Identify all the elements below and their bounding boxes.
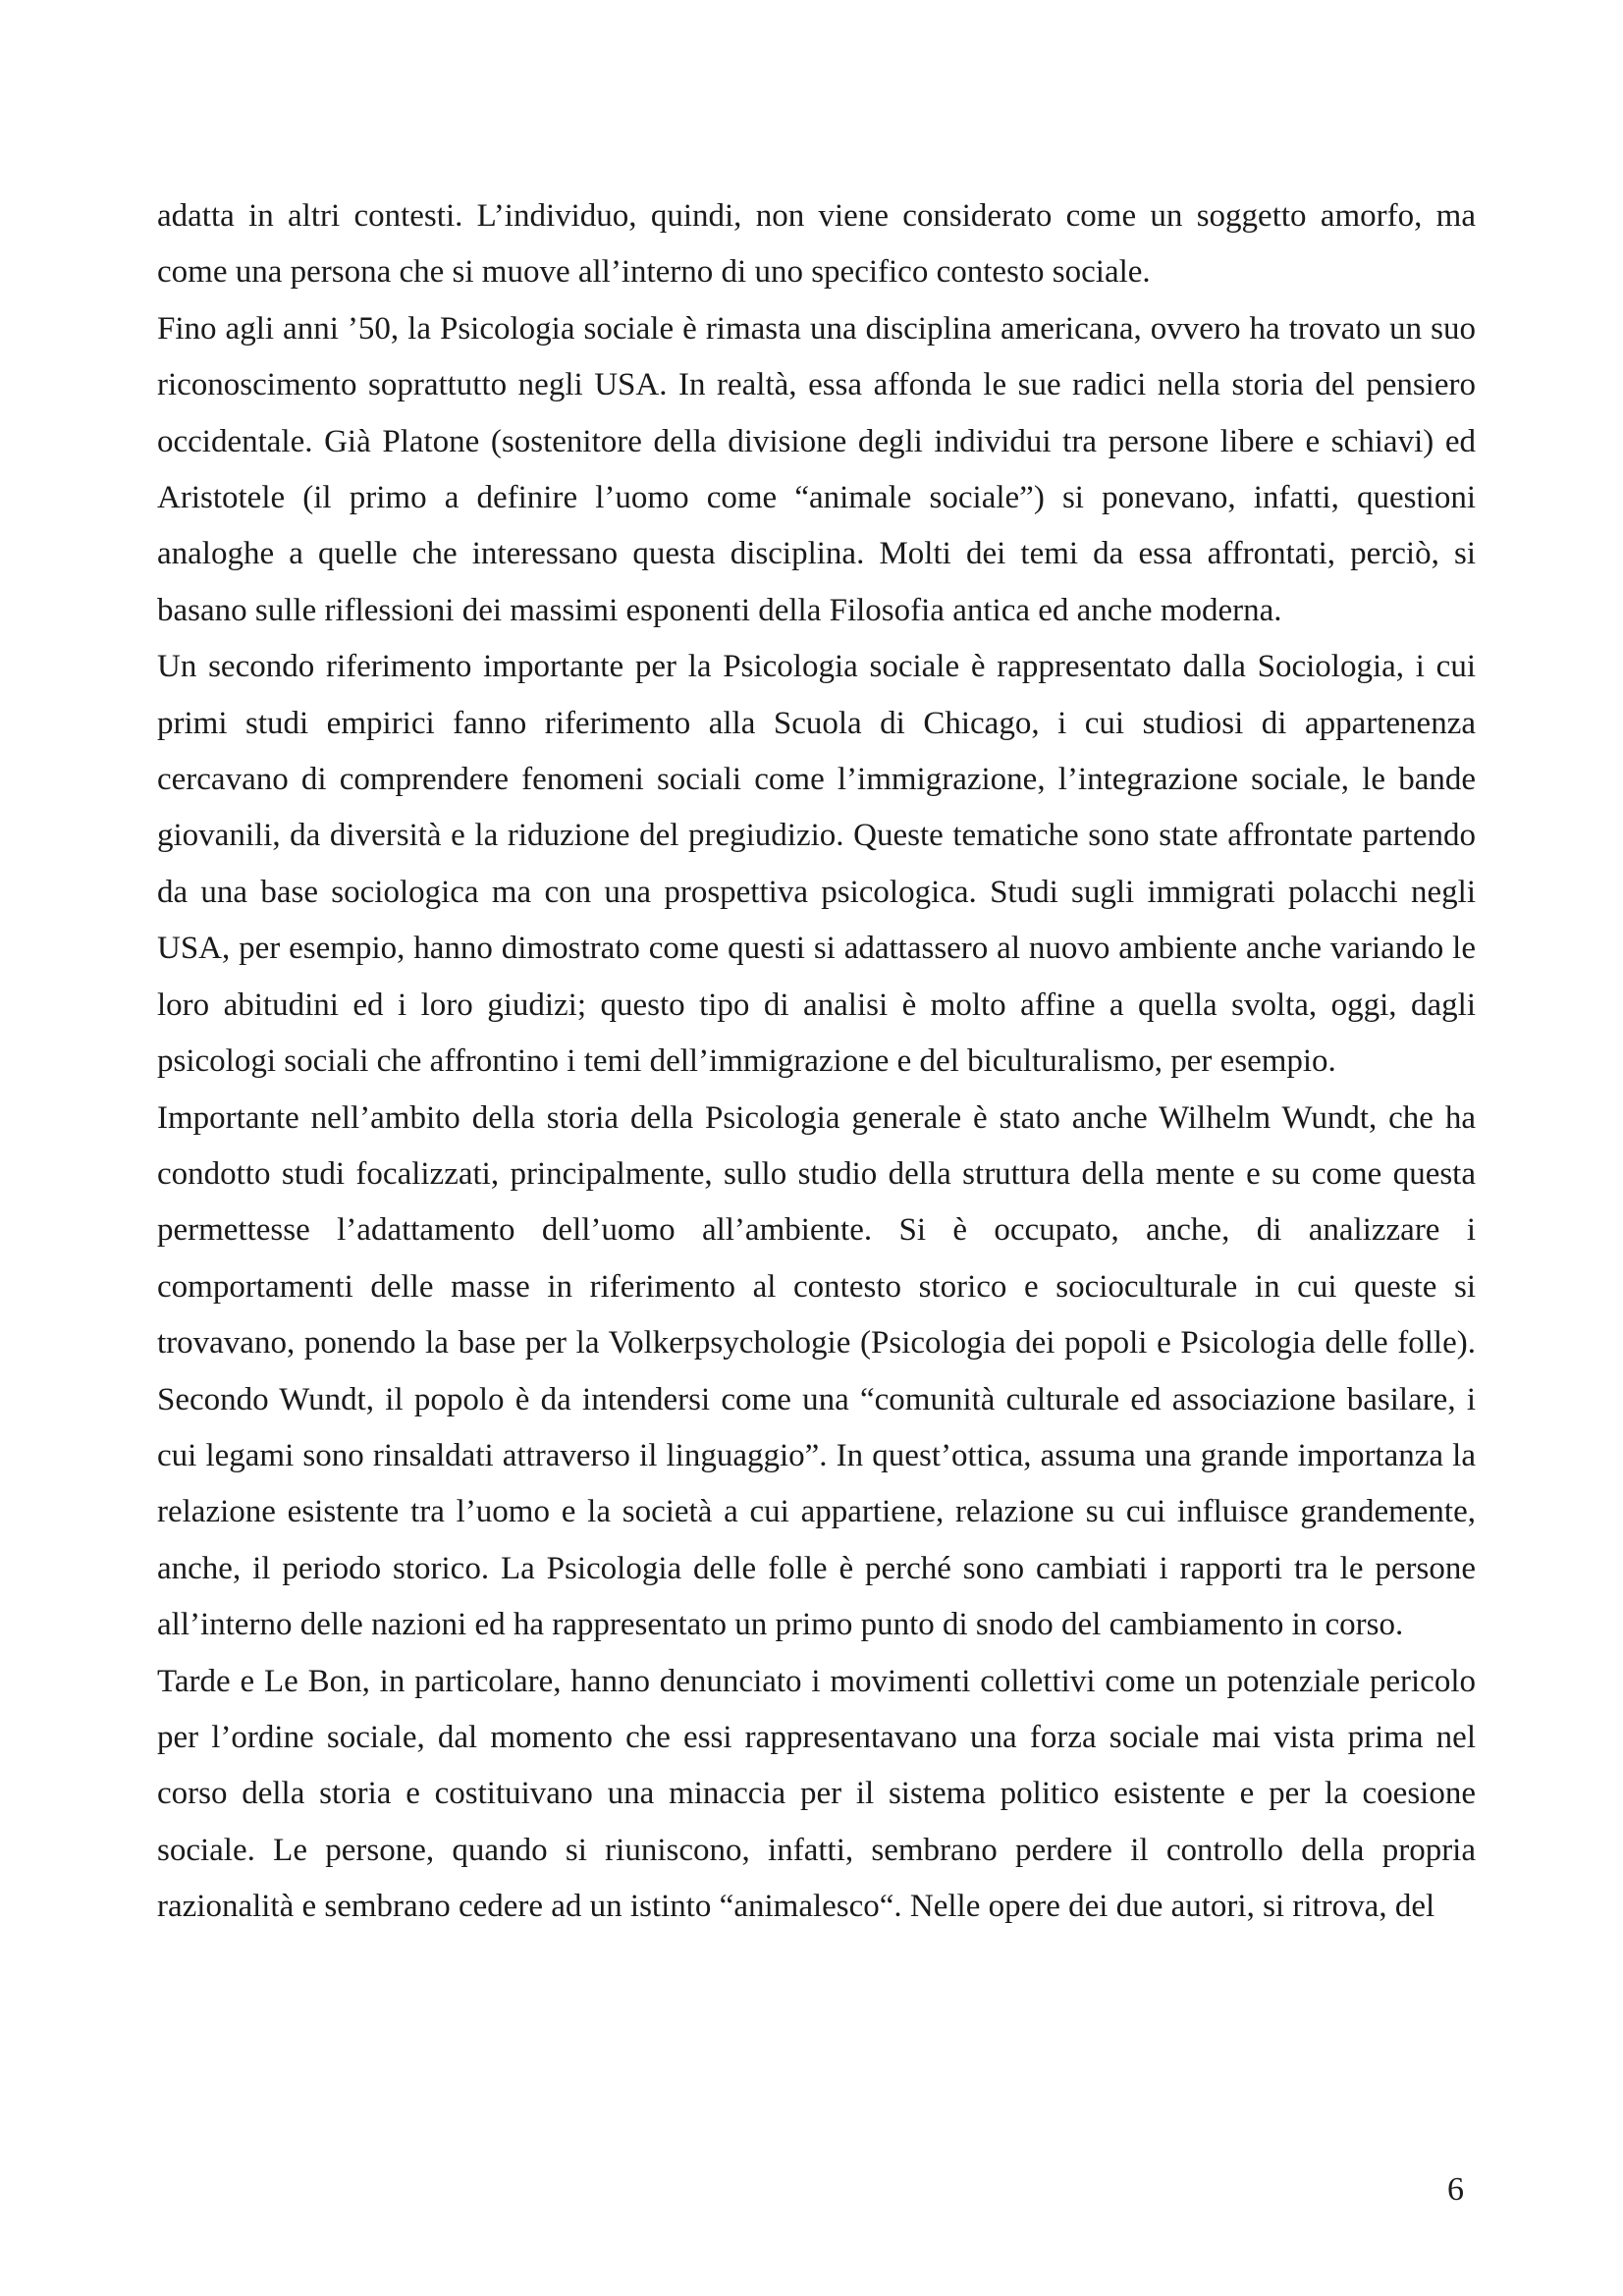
paragraph-1: adatta in altri contesti. L’individuo, quindi, non viene considerato come un soggetto amorfo, ma come una persona che si muove all’interno di uno specifico contesto sociale.: [157, 198, 1476, 291]
body-text: [157, 188, 1476, 1936]
paragraph-5: Tarde e Le Bon, in particolare, hanno denunciato i movimenti collettivi come un potenziale pericolo per l’ordine sociale, dal momento che essi rappresentavano una forza sociale mai vista prima nel corso della storia e costituivano una minaccia per il sistema politico esistente e per la coesione sociale. Le persone, quando si riuniscono, infatti, sembrano perdere il controllo della propria razionalità e sembrano cedere ad un istinto “animalesco“. Nelle opere dei due autori, si ritrova, del: [157, 1663, 1476, 1925]
paragraph-3: Un secondo riferimento importante per la Psicologia sociale è rappresentato dalla Sociologia, i cui primi studi empirici fanno riferimento alla Scuola di Chicago, i cui studiosi di appartenenza cercavano di comprendere fenomeni sociali come l’immigrazione, l’integrazione sociale, le bande giovanili, da diversità e la riduzione del pregiudizio. Queste tematiche sono state affrontate partendo da una base sociologica ma con una prospettiva psicologica. Studi sugli immigrati polacchi negli USA, per esempio, hanno dimostrato come questi si adattassero al nuovo ambiente anche variando le loro abitudini ed i loro giudizi; questo tipo di analisi è molto affine a quella svolta, oggi, dagli psicologi sociali che affrontino i temi dell’immigrazione e del biculturalismo, per esempio.: [157, 649, 1476, 1080]
paragraph-2: Fino agli anni ’50, la Psicologia sociale è rimasta una disciplina americana, ovvero ha trovato un suo riconoscimento soprattutto negli USA. In realtà, essa affonda le sue radici nella storia del pensiero occidentale. Già Platone (sostenitore della divisione degli individui tra persone libere e schiavi) ed Aristotele (il primo a definire l’uomo come “animale sociale”) si ponevano, infatti, questioni analoghe a quelle che interessano questa disciplina. Molti dei temi da essa affrontati, perciò, si basano sulle riflessioni dei massimi esponenti della Filosofia antica ed anche moderna.: [157, 310, 1476, 628]
paragraph-4: Importante nell’ambito della storia della Psicologia generale è stato anche Wilhelm Wundt, che ha condotto studi focalizzati, principalmente, sullo studio della struttura della mente e su come questa permettesse l’adattamento dell’uomo all’ambiente. Si è occupato, anche, di analizzare i comportamenti delle masse in riferimento al contesto storico e socioculturale in cui queste si trovavano, ponendo la base per la Volkerpsychologie (Psicologia dei popoli e Psicologia delle folle). Secondo Wundt, il popolo è da intendersi come una “comunità culturale ed associazione basilare, i cui legami sono rinsaldati attraverso il linguaggio”. In quest’ottica, assuma una grande importanza la relazione esistente tra l’uomo e la società a cui appartiene, relazione su cui influisce grandemente, anche, il periodo storico. La Psicologia delle folle è perché sono cambiati i rapporti tra le persone all’interno delle nazioni ed ha rappresentato un primo punto di snodo del cambiamento in corso.: [157, 1099, 1476, 1643]
page-number: 6: [1447, 2171, 1464, 2208]
